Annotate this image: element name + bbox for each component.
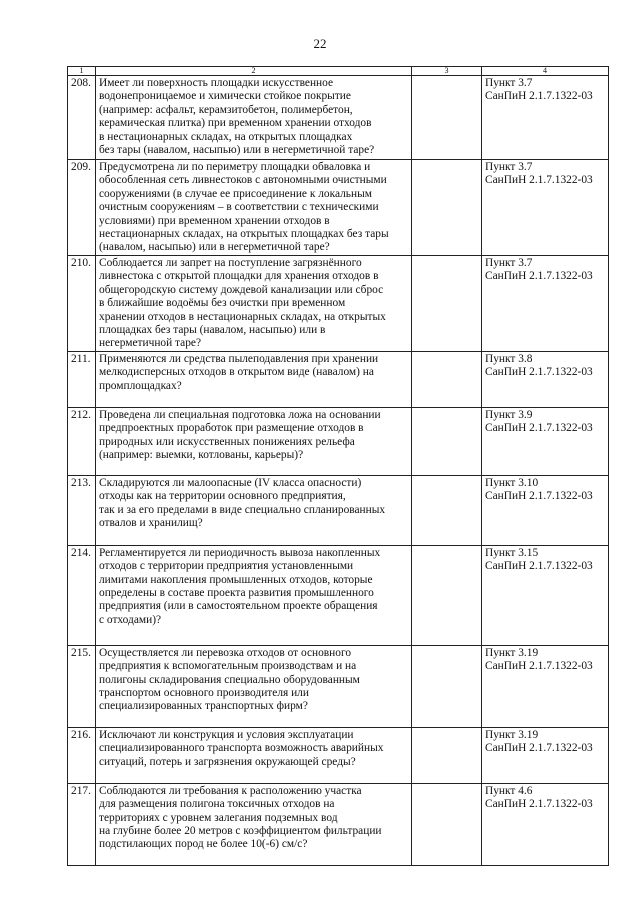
item-question: Складируются ли малоопасные (IV класса опасности) отходы как на территории основного предприятия, так и за его пределами в виде специально спланированных отвалов и хранилищ?: [96, 475, 412, 545]
item-number: 217.: [68, 783, 96, 865]
table-header-row: [68, 67, 609, 76]
table-row: [68, 645, 609, 727]
item-note: [412, 645, 482, 727]
item-number: 212.: [68, 407, 96, 475]
page-number: 22: [313, 36, 327, 51]
item-note: [412, 76, 482, 160]
item-number: 211.: [68, 351, 96, 407]
item-note: [412, 160, 482, 256]
item-reference: Пункт 3.19 СанПиН 2.1.7.1322-03: [482, 645, 609, 727]
item-number: 208.: [68, 76, 96, 160]
table-row: [68, 545, 609, 645]
item-question: Осуществляется ли перевозка отходов от основного предприятия к вспомогательным производствам и на полигоны складирования специально оборудованным транспортом основного производителя или специализированных транспортных фирм?: [96, 645, 412, 727]
item-reference: Пункт 3.19 СанПиН 2.1.7.1322-03: [482, 727, 609, 783]
item-reference: Пункт 3.10 СанПиН 2.1.7.1322-03: [482, 475, 609, 545]
table-row: [68, 407, 609, 475]
item-question: Регламентируется ли периодичность вывоза накопленных отходов с территории предприятия установленными лимитами накопления промышленных отходов, которые определены в составе проекта развития промышленного предприятия (или в самостоятельном проекте обращения с отходами)?: [96, 545, 412, 645]
item-number: 210.: [68, 256, 96, 352]
item-number: 215.: [68, 645, 96, 727]
table-row: [68, 160, 609, 256]
table-row: [68, 76, 609, 160]
column-header-question: 2: [96, 67, 412, 76]
table-row: [68, 256, 609, 352]
item-question: Соблюдается ли запрет на поступление загрязнённого ливнестока с открытой площадки для хранения отходов в общегородскую систему дождевой канализации или сброс в ближайшие водоёмы без очистки при временном хранении отходов в нестационарных складах, на открытых площадках без тары (навалом, насыпью) или в негерметичной таре?: [96, 256, 412, 352]
item-reference: Пункт 3.15 СанПиН 2.1.7.1322-03: [482, 545, 609, 645]
table-row: [68, 475, 609, 545]
item-note: [412, 545, 482, 645]
item-question: Проведена ли специальная подготовка ложа на основании предпроектных проработок при размещение отходов в природных или искусственных понижениях рельефа (например: выемки, котлованы, карьеры)?: [96, 407, 412, 475]
item-question: Имеет ли поверхность площадки искусственное водонепроницаемое и химически стойкое покрытие (например: асфальт, керамзитобетон, полимербетон, керамическая плитка) при временном хранении отходов в нестационарных складах, на открытых площадках без тары (навалом, насыпью) или в негерметичной таре?: [96, 76, 412, 160]
item-question: Применяются ли средства пылеподавления при хранении мелкодисперсных отходов в открытом виде (навалом) на промплощадках?: [96, 351, 412, 407]
item-reference: Пункт 4.6 СанПиН 2.1.7.1322-03: [482, 783, 609, 865]
column-header-reference: 4: [482, 67, 609, 76]
column-header-number: 1: [68, 67, 96, 76]
item-question: Предусмотрена ли по периметру площадки обваловка и обособленная сеть ливнестоков с автономными очистными сооружениями (в случае ее присоединение к локальным очистным сооружениям – в соответствии с техническими условиями) при временном хранении отходов в нестационарных складах, на открытых площадках без тары (навалом, насыпью) или в негерметичной таре?: [96, 160, 412, 256]
item-number: 209.: [68, 160, 96, 256]
item-note: [412, 475, 482, 545]
item-reference: Пункт 3.7 СанПиН 2.1.7.1322-03: [482, 256, 609, 352]
item-number: 216.: [68, 727, 96, 783]
item-reference: Пункт 3.8 СанПиН 2.1.7.1322-03: [482, 351, 609, 407]
item-reference: Пункт 3.9 СанПиН 2.1.7.1322-03: [482, 407, 609, 475]
item-reference: Пункт 3.7 СанПиН 2.1.7.1322-03: [482, 160, 609, 256]
item-note: [412, 351, 482, 407]
item-note: [412, 256, 482, 352]
table-row: [68, 727, 609, 783]
item-question: Исключают ли конструкция и условия эксплуатации специализированного транспорта возможность аварийных ситуаций, потерь и загрязнения окружающей среды?: [96, 727, 412, 783]
item-note: [412, 783, 482, 865]
item-question: Соблюдаются ли требования к расположению участка для размещения полигона токсичных отходов на территориях с уровнем залегания подземных вод на глубине более 20 метров с коэффициентом фильтрации подстилающих пород не более 10(-6) см/с?: [96, 783, 412, 865]
item-reference: Пункт 3.7 СанПиН 2.1.7.1322-03: [482, 76, 609, 160]
table-row: [68, 783, 609, 865]
item-number: 214.: [68, 545, 96, 645]
item-note: [412, 407, 482, 475]
item-note: [412, 727, 482, 783]
table-row: [68, 351, 609, 407]
item-number: 213.: [68, 475, 96, 545]
column-header-note: 3: [412, 67, 482, 76]
checklist-table: [67, 66, 609, 866]
